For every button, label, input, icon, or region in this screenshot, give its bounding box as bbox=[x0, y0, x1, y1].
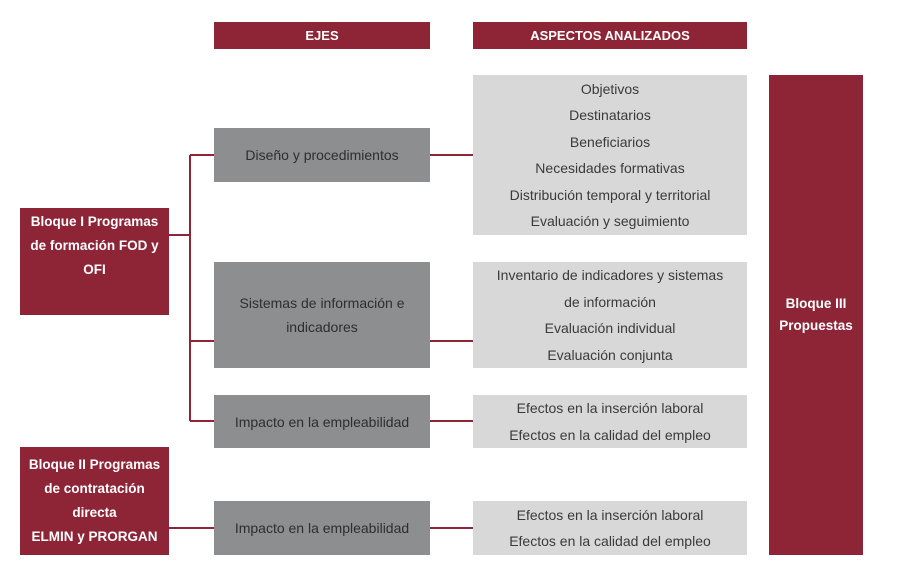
aspectos-impacto-1 bbox=[473, 395, 747, 448]
header-ejes bbox=[214, 22, 430, 49]
aspecto-item: Inventario de indicadores y sistemas bbox=[496, 267, 724, 283]
aspecto-item: Efectos en la inserción laboral bbox=[516, 400, 704, 416]
aspectos-impacto-2 bbox=[473, 501, 747, 555]
aspectos-sistemas bbox=[473, 262, 747, 368]
aspecto-item: de información bbox=[564, 293, 656, 310]
eje-label: Diseño y procedimientos bbox=[245, 147, 399, 163]
aspecto-item: Beneficiarios bbox=[569, 133, 651, 150]
bloque-2-line: directa bbox=[72, 505, 117, 520]
aspecto-item: Efectos en la calidad del empleo bbox=[509, 426, 711, 443]
bloque-1-line: Bloque I Programas bbox=[30, 214, 159, 229]
aspecto-item: Objetivos bbox=[580, 80, 640, 97]
header-aspectos bbox=[473, 22, 747, 49]
aspecto-item: Evaluación individual bbox=[544, 320, 676, 336]
eje-impacto-2 bbox=[214, 501, 430, 555]
bloque-2-line: ELMIN y PRORGAN bbox=[31, 529, 158, 544]
bloque-2-line: de contratación bbox=[44, 481, 145, 496]
eje-label: Impacto en la empleabilidad bbox=[234, 413, 410, 430]
aspecto-item: Evaluación y seguimiento bbox=[530, 213, 690, 229]
eje-sistemas bbox=[214, 262, 430, 368]
aspecto-item: Necesidades formativas bbox=[535, 160, 685, 176]
eje-label: indicadores bbox=[286, 319, 358, 335]
aspecto-item: Efectos en la calidad del empleo bbox=[509, 533, 711, 549]
header-aspectos-label: ASPECTOS ANALIZADOS bbox=[530, 28, 690, 43]
bloque-1-line: de formación FOD y bbox=[30, 238, 159, 253]
aspectos-diseno bbox=[473, 75, 747, 235]
bloque-1 bbox=[20, 208, 169, 315]
eje-label: Impacto en la empleabilidad bbox=[234, 520, 410, 536]
bloque-3-line: Bloque III bbox=[785, 296, 847, 311]
aspecto-item: Efectos en la inserción laboral bbox=[516, 506, 704, 523]
bloque-2 bbox=[20, 447, 169, 555]
bloque-3 bbox=[769, 75, 863, 555]
aspecto-item: Distribución temporal y territorial bbox=[509, 186, 711, 203]
bloque-3-line: Propuestas bbox=[779, 318, 853, 333]
bloque-1-line: OFI bbox=[83, 262, 106, 277]
header-ejes-label: EJES bbox=[305, 28, 339, 43]
eje-impacto-1 bbox=[214, 395, 430, 448]
eje-label: Sistemas de información e bbox=[239, 295, 405, 311]
aspecto-item: Evaluación conjunta bbox=[547, 346, 673, 363]
eje-diseno bbox=[214, 128, 430, 182]
aspecto-item: Destinatarios bbox=[569, 107, 651, 123]
bloque-2-line: Bloque II Programas bbox=[28, 457, 161, 472]
